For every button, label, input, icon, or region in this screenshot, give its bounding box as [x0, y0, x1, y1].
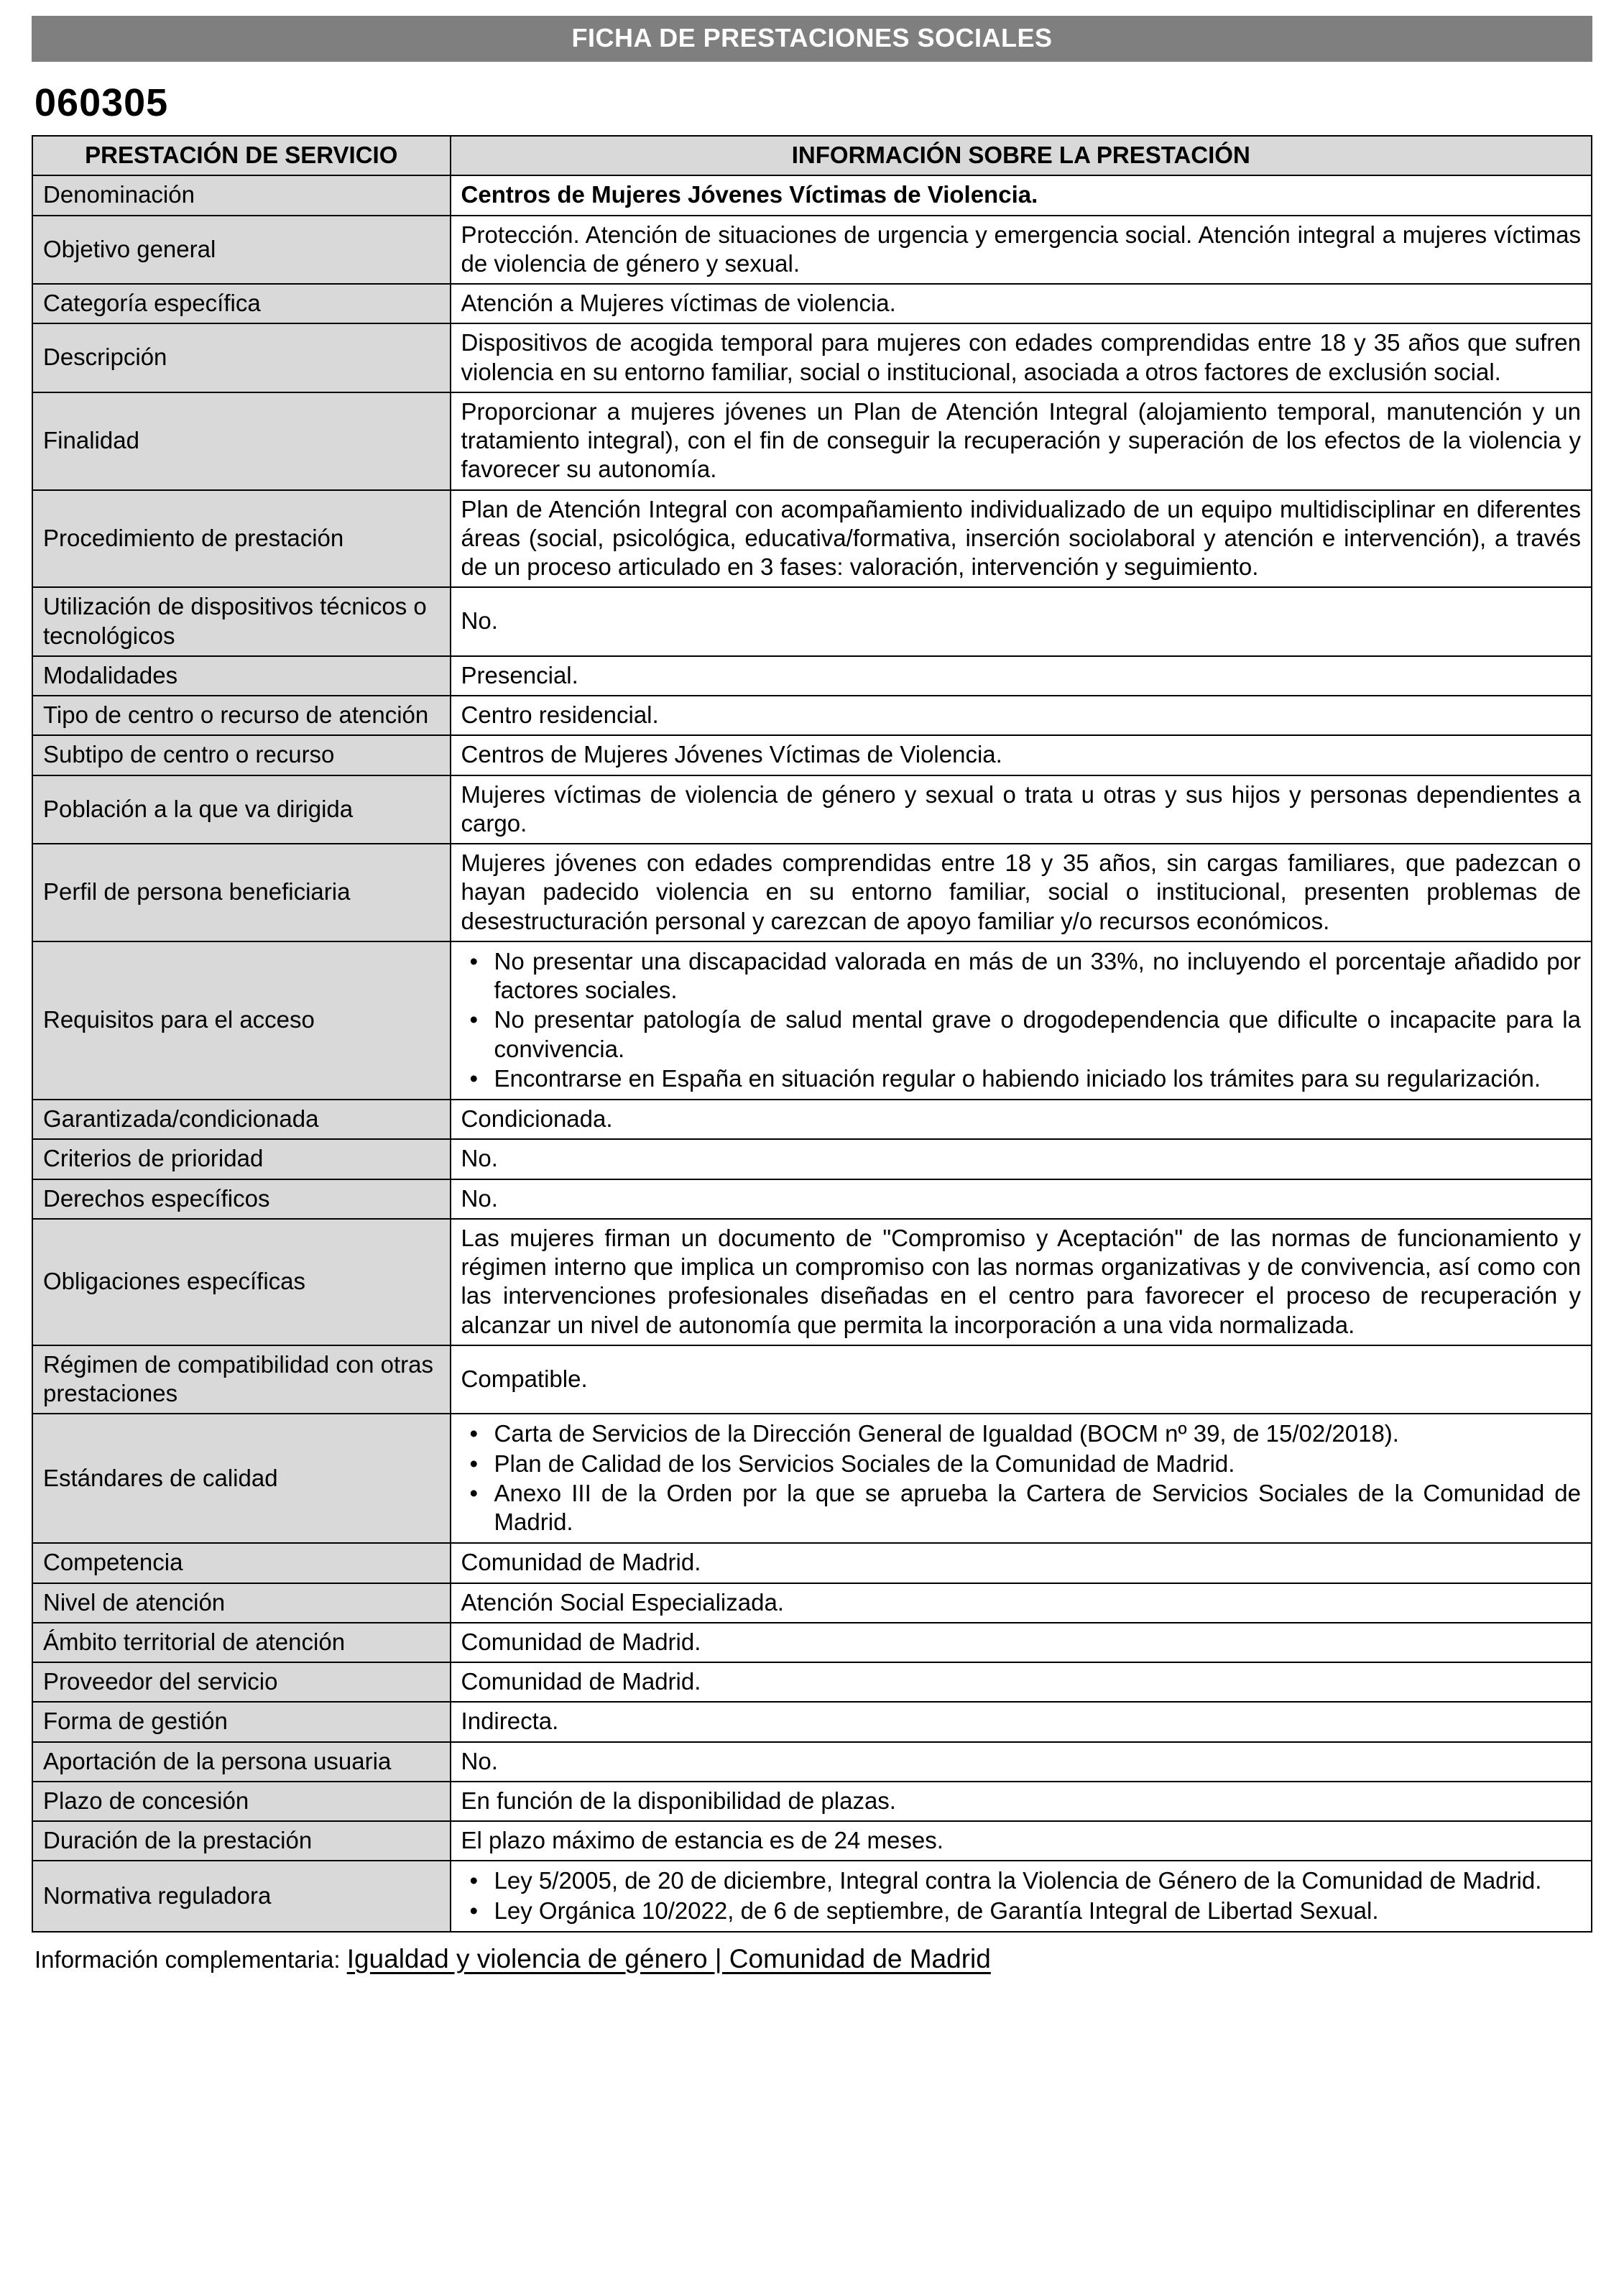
table-row	[32, 844, 1592, 941]
value-text: Mujeres víctimas de violencia de género y sexual o trata u otras y sus hijos y personas dependientes a cargo.	[461, 780, 1581, 837]
table-row	[32, 1219, 1592, 1345]
row-value	[451, 1414, 1592, 1543]
complementary-info-line	[34, 1944, 1592, 1974]
table-header-row	[32, 136, 1592, 175]
row-label: Competencia	[32, 1543, 451, 1583]
row-value	[451, 844, 1592, 941]
table-row	[32, 1139, 1592, 1179]
row-label: Finalidad	[32, 392, 451, 490]
table-row	[32, 284, 1592, 323]
table-row	[32, 735, 1592, 775]
bullet-item: • Plan de Calidad de los Servicios Sociales de la Comunidad de Madrid.	[461, 1450, 1581, 1478]
value-text: Centro residencial.	[461, 701, 659, 728]
page-banner-title: FICHA DE PRESTACIONES SOCIALES	[32, 16, 1592, 62]
bullet-item: • Anexo III de la Orden por la que se aprueba la Cartera de Servicios Sociales de la Comunidad de Madrid.	[461, 1479, 1581, 1537]
row-value	[451, 1100, 1592, 1139]
row-value	[451, 392, 1592, 490]
benefit-table	[32, 135, 1592, 1933]
value-text: Centros de Mujeres Jóvenes Víctimas de Violencia.	[461, 741, 1002, 768]
value-text: Protección. Atención de situaciones de urgencia y emergencia social. Atención integral a mujeres víctimas de violencia de género y sexual.	[461, 221, 1581, 277]
bullet-item: • No presentar una discapacidad valorada en más de un 33%, no incluyendo el porcentaje añadido por factores sociales.	[461, 947, 1581, 1005]
table-row	[32, 175, 1592, 215]
value-text: Mujeres jóvenes con edades comprendidas entre 18 y 35 años, sin cargas familiares, que padezcan o hayan padecido violencia en su entorno familiar, social o institucional, presenten problemas de desestructuración personal y carezcan de apoyo familiar y/o recursos económicos.	[461, 849, 1581, 934]
row-value	[451, 175, 1592, 215]
row-label: Proveedor del servicio	[32, 1662, 451, 1702]
value-text: Plan de Atención Integral con acompañamiento individualizado de un equipo multidisciplinar en diferentes áreas (social, psicológica, educativa/formativa, inserción sociolaboral y atención e intervención), a través de un proceso articulado en 3 fases: valoración, intervención y seguimiento.	[461, 495, 1581, 580]
row-value	[451, 1623, 1592, 1662]
value-text: El plazo máximo de estancia es de 24 meses.	[461, 1827, 944, 1853]
value-text: Comunidad de Madrid.	[461, 1628, 701, 1655]
row-value	[451, 587, 1592, 656]
table-row	[32, 696, 1592, 735]
value-text: No.	[461, 1145, 498, 1172]
row-value	[451, 323, 1592, 392]
bullet-item: • Encontrarse en España en situación regular o habiendo iniciado los trámites para su regularización.	[461, 1064, 1581, 1093]
row-label: Requisitos para el acceso	[32, 941, 451, 1100]
complementary-info-link[interactable]: Igualdad y violencia de género | Comunidad de Madrid	[346, 1943, 991, 1973]
bullet-item: • Carta de Servicios de la Dirección General de Igualdad (BOCM nº 39, de 15/02/2018).	[461, 1419, 1581, 1448]
value-text: No.	[461, 607, 498, 635]
row-value	[451, 1543, 1592, 1583]
row-value	[451, 490, 1592, 588]
row-value	[451, 1583, 1592, 1623]
table-row	[32, 1662, 1592, 1702]
bullet-item: • No presentar patología de salud mental grave o drogodependencia que dificulte o incapacite para la convivencia.	[461, 1005, 1581, 1064]
table-row	[32, 216, 1592, 285]
row-label: Objetivo general	[32, 216, 451, 285]
table-row	[32, 323, 1592, 392]
row-value	[451, 216, 1592, 285]
row-label: Derechos específicos	[32, 1179, 451, 1219]
table-row	[32, 1861, 1592, 1932]
row-label: Perfil de persona beneficiaria	[32, 844, 451, 941]
row-label: Modalidades	[32, 656, 451, 696]
row-value	[451, 775, 1592, 844]
row-label: Duración de la prestación	[32, 1821, 451, 1861]
table-row	[32, 1414, 1592, 1543]
value-text: Atención Social Especializada.	[461, 1588, 784, 1616]
row-label: Criterios de prioridad	[32, 1139, 451, 1179]
value-text: Presencial.	[461, 661, 578, 688]
row-label: Utilización de dispositivos técnicos o tecnológicos	[32, 587, 451, 656]
value-text: No.	[461, 1184, 498, 1212]
value-text: Indirecta.	[461, 1708, 559, 1735]
bullet-item: • Ley Orgánica 10/2022, de 6 de septiembre, de Garantía Integral de Libertad Sexual.	[461, 1897, 1581, 1925]
row-label: Régimen de compatibilidad con otras prestaciones	[32, 1345, 451, 1414]
row-value	[451, 1179, 1592, 1219]
row-value	[451, 1861, 1592, 1932]
row-label: Población a la que va dirigida	[32, 775, 451, 844]
row-value	[451, 284, 1592, 323]
table-row	[32, 1543, 1592, 1583]
row-label: Tipo de centro o recurso de atención	[32, 696, 451, 735]
row-label: Forma de gestión	[32, 1702, 451, 1741]
table-row	[32, 392, 1592, 490]
value-text: Comunidad de Madrid.	[461, 1549, 701, 1576]
table-row	[32, 1100, 1592, 1139]
value-text: Centros de Mujeres Jóvenes Víctimas de Violencia.	[461, 181, 1038, 208]
row-value	[451, 735, 1592, 775]
table-row	[32, 775, 1592, 844]
value-text: Comunidad de Madrid.	[461, 1668, 701, 1695]
table-row	[32, 1623, 1592, 1662]
row-label: Estándares de calidad	[32, 1414, 451, 1543]
value-text: Compatible.	[461, 1365, 588, 1392]
benefit-table-body	[32, 175, 1592, 1932]
row-label: Normativa reguladora	[32, 1861, 451, 1932]
value-text: Proporcionar a mujeres jóvenes un Plan de Atención Integral (alojamiento temporal, manutención y un tratamiento integral), con el fin de conseguir la recuperación y superación de los efectos de la violencia y favorecer su autonomía.	[461, 397, 1581, 483]
value-text: Atención a Mujeres víctimas de violencia.	[461, 290, 896, 316]
row-value	[451, 1702, 1592, 1741]
row-label: Obligaciones específicas	[32, 1219, 451, 1345]
table-row	[32, 1345, 1592, 1414]
row-value	[451, 1742, 1592, 1782]
table-row	[32, 1742, 1592, 1782]
value-text: Las mujeres firman un documento de "Compromiso y Aceptación" de las normas de funcionamiento y régimen interno que implica un compromiso con las normas organizativas y de convivencia, así como con las intervenciones profesionales diseñadas en el centro para favorecer el proceso de recuperación y alcanzar un nivel de autonomía que permita la incorporación a una vida normalizada.	[461, 1224, 1581, 1338]
row-label: Descripción	[32, 323, 451, 392]
table-row	[32, 941, 1592, 1100]
value-text: Condicionada.	[461, 1105, 613, 1132]
row-value	[451, 1345, 1592, 1414]
row-value	[451, 1219, 1592, 1345]
table-row	[32, 587, 1592, 656]
row-label: Plazo de concesión	[32, 1782, 451, 1821]
column-header-prestacion: PRESTACIÓN DE SERVICIO	[32, 136, 451, 175]
row-label: Ámbito territorial de atención	[32, 1623, 451, 1662]
row-value	[451, 1139, 1592, 1179]
bullet-item: • Ley 5/2005, de 20 de diciembre, Integral contra la Violencia de Género de la Comunidad de Madrid.	[461, 1866, 1581, 1895]
row-label: Aportación de la persona usuaria	[32, 1742, 451, 1782]
table-row	[32, 1702, 1592, 1741]
row-label: Denominación	[32, 175, 451, 215]
row-label: Nivel de atención	[32, 1583, 451, 1623]
row-value	[451, 1662, 1592, 1702]
table-row	[32, 490, 1592, 588]
row-label: Procedimiento de prestación	[32, 490, 451, 588]
row-label: Garantizada/condicionada	[32, 1100, 451, 1139]
value-text: En función de la disponibilidad de plazas.	[461, 1787, 896, 1814]
row-value	[451, 696, 1592, 735]
benefit-code: 060305	[34, 81, 169, 124]
table-row	[32, 1583, 1592, 1623]
row-label: Subtipo de centro o recurso	[32, 735, 451, 775]
row-value	[451, 941, 1592, 1100]
table-row	[32, 656, 1592, 696]
table-row	[32, 1821, 1592, 1861]
table-row	[32, 1179, 1592, 1219]
table-row	[32, 1782, 1592, 1821]
row-label: Categoría específica	[32, 284, 451, 323]
complementary-info-label: Información complementaria:	[34, 1945, 347, 1973]
value-text: Dispositivos de acogida temporal para mujeres con edades comprendidas entre 18 y 35 años que sufren violencia en su entorno familiar, social o institucional, asociada a otros factores de exclusión social.	[461, 329, 1581, 385]
value-text: No.	[461, 1747, 498, 1774]
row-value	[451, 1782, 1592, 1821]
row-value	[451, 1821, 1592, 1861]
column-header-informacion: INFORMACIÓN SOBRE LA PRESTACIÓN	[451, 136, 1592, 175]
row-value	[451, 656, 1592, 696]
